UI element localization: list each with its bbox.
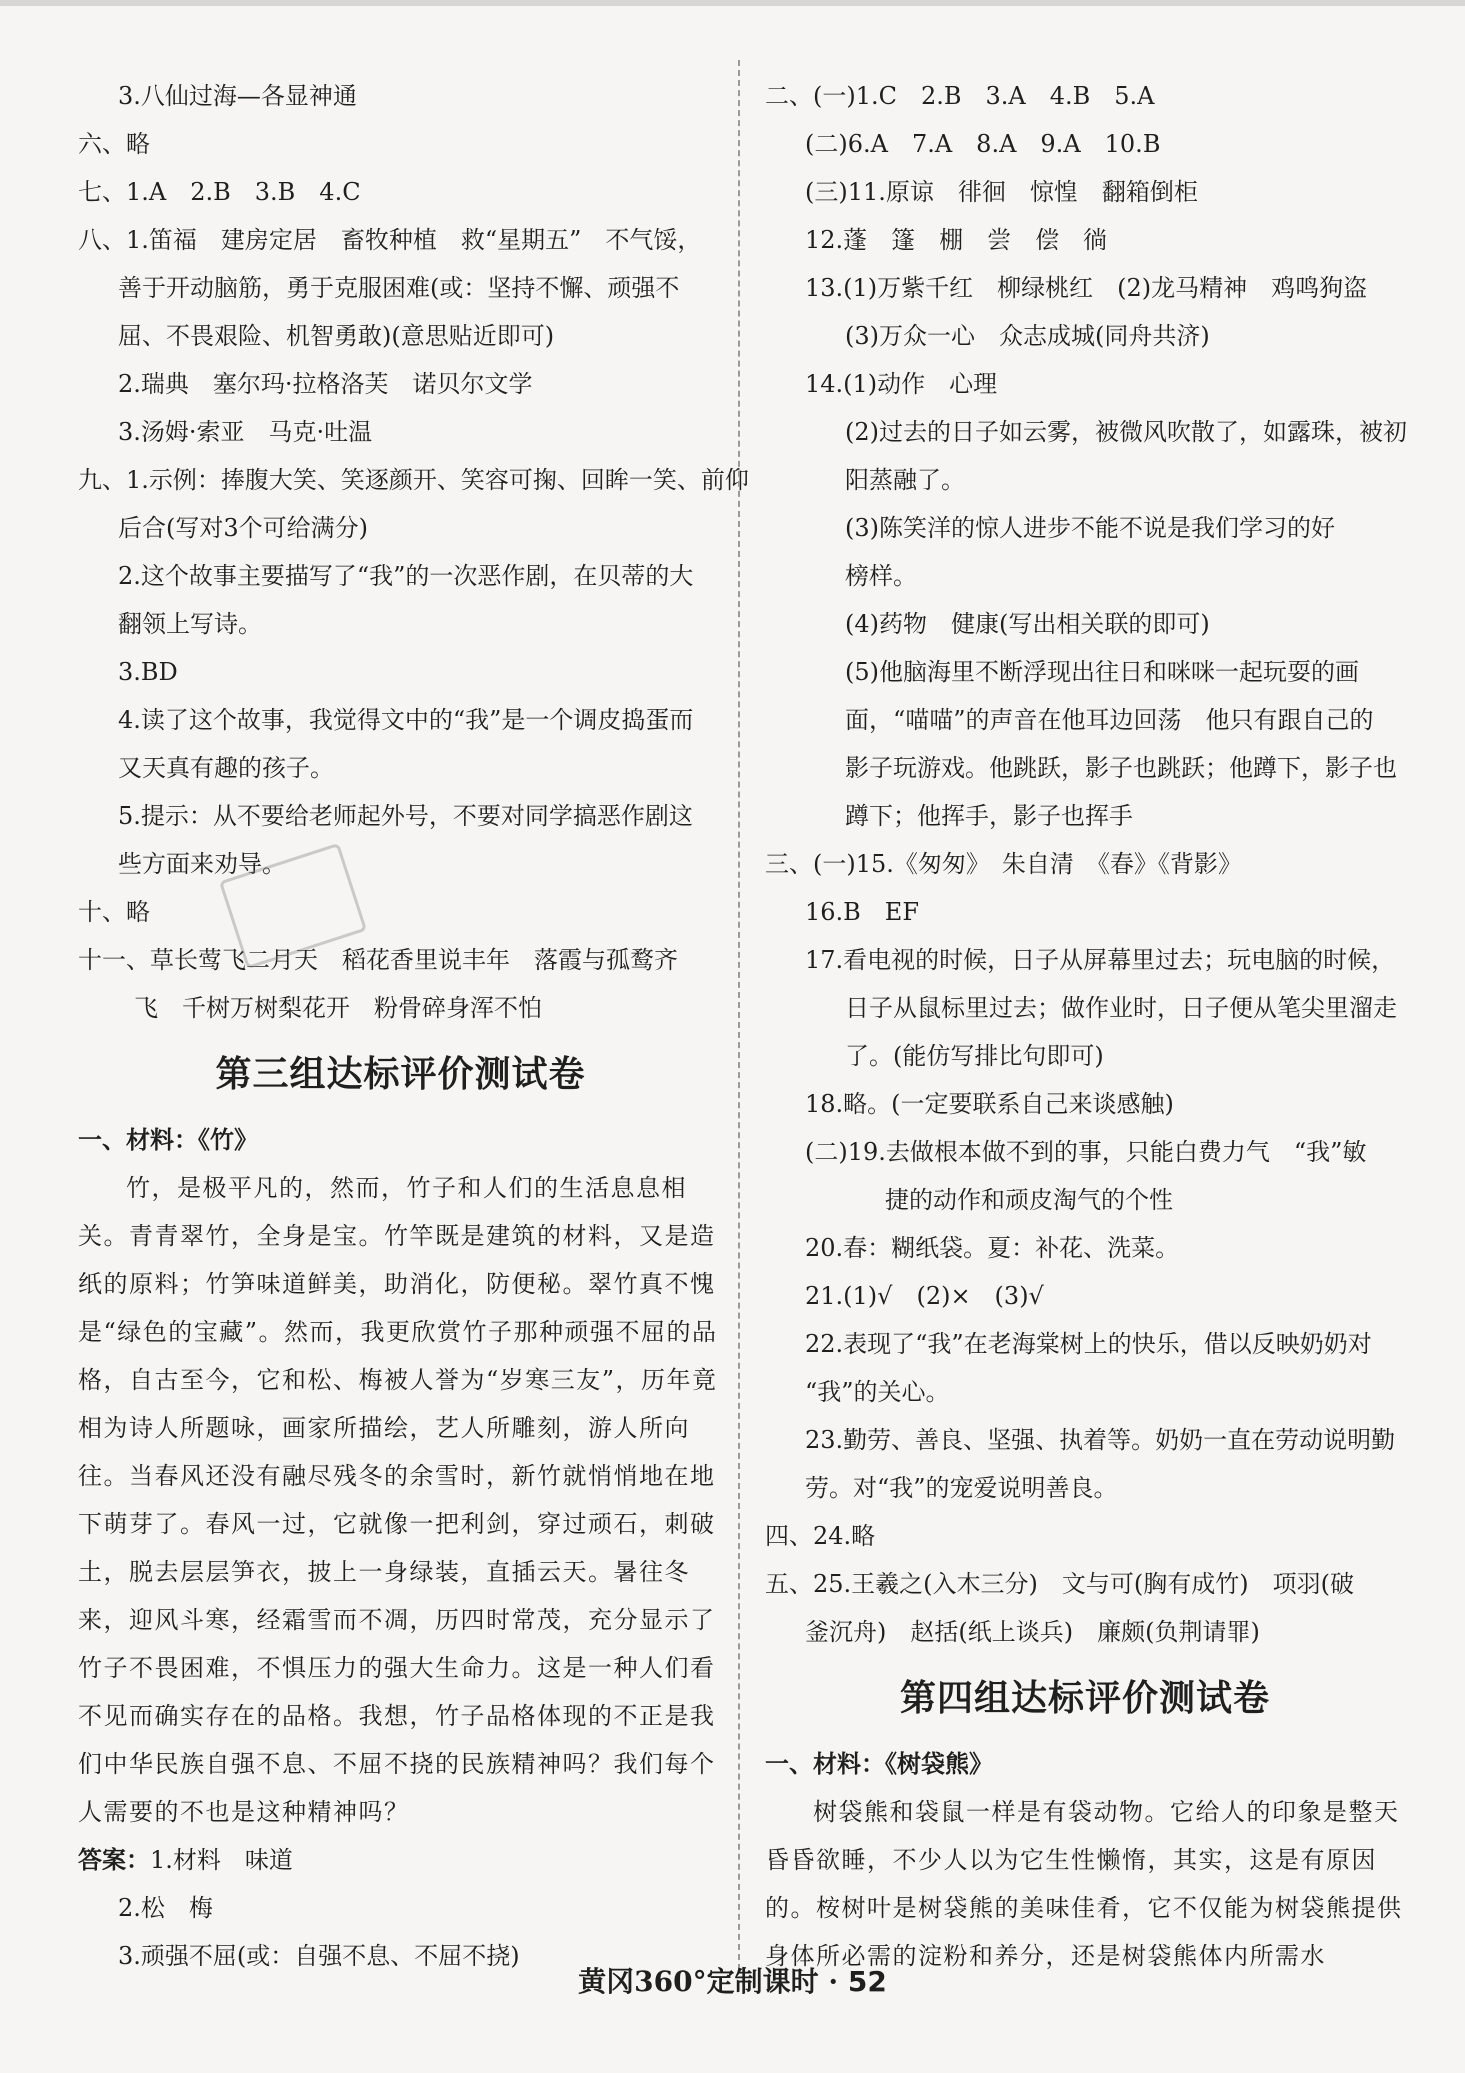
text-line: (5)他脑海里不断浮现出往日和咪咪一起玩耍的画 [845,658,1359,686]
answer-label: 答案： [78,1845,150,1874]
text-line: 3.BD [118,658,178,686]
page-number: 52 [847,1965,887,1998]
text-line: 3.八仙过海—各显神通 [118,82,357,110]
text-line: 六、略 [78,130,150,158]
text-line: 又天真有趣的孩子。 [118,754,334,782]
text-line: (2)过去的日子如云雾，被微风吹散了，如露珠，被初 [845,418,1407,446]
answer-line: 3.顽强不屈(或：自强不息、不屈不挠) [118,1942,520,1970]
section-heading-group4: 第四组达标评价测试卷 [899,1678,1270,1719]
text-line: 14.(1)动作 心理 [805,370,998,398]
section-heading-group3: 第三组达标评价测试卷 [215,1054,586,1095]
text-line: 三、(一)15.《匆匆》 朱自清 《春》《背影》 [765,850,1242,878]
text-line: 五、25.王羲之(入木三分) 文与可(胸有成竹) 项羽(破 [765,1570,1354,1598]
text-line: 阳蒸融了。 [845,466,965,494]
text-line: 翻领上写诗。 [118,610,262,638]
text-line: 七、1.A 2.B 3.B 4.C [78,178,361,206]
top-edge [0,0,1465,6]
right-column [765,72,1405,1980]
text-line: 23.勤劳、善良、坚强、执着等。奶奶一直在劳动说明勤 [805,1426,1396,1454]
text-line: 榜样。 [845,562,917,590]
footer-brand: 黄冈360°定制课时 [578,1965,819,1998]
text-line: 善于开动脑筋，勇于克服困难(或：坚持不懈、顽强不 [118,274,680,302]
text-line: 21.(1)√ (2)× (3)√ [805,1282,1044,1310]
answer-line: 2.松 梅 [118,1894,213,1922]
text-line: 蹲下；他挥手，影子也挥手 [845,802,1133,830]
text-line: 13.(1)万紫千红 柳绿桃红 (2)龙马精神 鸡鸣狗盗 [805,274,1368,302]
text-line: 5.提示：从不要给老师起外号，不要对同学搞恶作剧这 [118,802,693,830]
text-line: 22.表现了“我”在老海棠树上的快乐，借以反映奶奶对 [805,1330,1372,1358]
text-line: 飞 千树万树梨花开 粉骨碎身浑不怕 [134,994,542,1022]
answer-line: 1.材料 味道 [150,1846,293,1874]
material-label: 一、材料：《树袋熊》 [765,1749,993,1778]
text-line: 劳。对“我”的宠爱说明善良。 [805,1474,1118,1502]
text-line: 2.瑞典 塞尔玛·拉格洛芙 诺贝尔文学 [118,370,533,398]
text-line: 18.略。(一定要联系自己来谈感触) [805,1090,1174,1118]
page-footer: 黄冈360°定制课时 · 52 [578,1965,887,1998]
text-line: 十一、草长莺飞二月天 稻花香里说丰年 落霞与孤鹜齐 [78,946,678,974]
text-line: 了。(能仿写排比句即可) [845,1042,1104,1070]
text-line: 屈、不畏艰险、机智勇敢)(意思贴近即可) [118,322,555,350]
material-text-bamboo: 竹，是极平凡的，然而，竹子和人们的生活息息相关。青青翠竹，全身是宝。竹竿既是建筑的材料，又是造纸的原料；竹笋味道鲜美，助消化，防便秘。翠竹真不愧是“绿色的宝藏”。然而，我更欣赏竹子那种顽强不屈的品格，自古至今，它和松、梅被人誉为“岁寒三友”，历年竟相为诗人所题咏，画家所描绘，艺人所雕刻，游人所向往。当春风还没有融尽残冬的余雪时，新竹就悄悄地在地下萌芽了。春风一过，它就像一把利剑，穿过顽石，刺破土，脱去层层笋衣，披上一身绿装，直插云天。暑往冬来，迎风斗寒，经霜雪而不凋，历四时常茂，充分显示了竹子不畏困难，不惧压力的强大生命力。这是一种人们看不见而确实存在的品格。我想，竹子品格体现的不正是我们中华民族自强不息、不屈不挠的民族精神吗？我们每个人需要的不也是这种精神吗？ [78,1174,718,1826]
text-line: 八、1.笛福 建房定居 畜牧种植 救“星期五” 不气馁， [78,226,702,254]
text-line: 16.B EF [805,898,919,926]
text-line: 捷的动作和顽皮淘气的个性 [885,1186,1173,1214]
text-line: 17.看电视的时候，日子从屏幕里过去；玩电脑的时候， [805,946,1396,974]
text-line: “我”的关心。 [805,1378,950,1406]
text-line: 后合(写对3个可给满分) [118,514,368,542]
text-line: 九、1.示例：捧腹大笑、笑逐颜开、笑容可掬、回眸一笑、前仰 [78,466,749,494]
text-line: 二、(一)1.C 2.B 3.A 4.B 5.A [765,82,1155,110]
text-line: 4.读了这个故事，我觉得文中的“我”是一个调皮捣蛋而 [118,706,694,734]
text-line: (4)药物 健康(写出相关联的即可) [845,610,1210,638]
text-line: 十、略 [78,898,150,926]
text-line: 影子玩游戏。他跳跃，影子也跳跃；他蹲下，影子也 [845,754,1397,782]
material-text-koala: 树袋熊和袋鼠一样是有袋动物。它给人的印象是整天昏昏欲睡，不少人以为它生性懒惰，其实，这是有原因的。桉树叶是树袋熊的美味佳肴，它不仅能为树袋熊提供身体所必需的淀粉和养分，还是树袋熊体内所需水 [765,1798,1403,1970]
text-line: 四、24.略 [765,1522,876,1550]
text-line: (二)6.A 7.A 8.A 9.A 10.B [805,130,1161,158]
text-line: 些方面来劝导。 [118,850,286,878]
text-line: 2.这个故事主要描写了“我”的一次恶作剧，在贝蒂的大 [118,562,694,590]
text-line: (三)11.原谅 徘徊 惊惶 翻箱倒柜 [805,178,1198,206]
text-line: (3)陈笑洋的惊人进步不能不说是我们学习的好 [845,514,1335,542]
text-line: 釜沉舟) 赵括(纸上谈兵) 廉颇(负荆请罪) [805,1618,1260,1646]
column-divider [738,60,740,1970]
text-line: (二)19.去做根本做不到的事，只能白费力气 “我”敏 [805,1138,1367,1166]
text-line: (3)万众一心 众志成城(同舟共济) [845,322,1210,350]
text-line: 面，“喵喵”的声音在他耳边回荡 他只有跟自己的 [845,706,1374,734]
text-line: 20.春：糊纸袋。夏：补花、洗菜。 [805,1234,1180,1262]
text-line: 12.蓬 篷 棚 尝 偿 徜 [805,226,1108,254]
text-line: 3.汤姆·索亚 马克·吐温 [118,418,373,446]
text-line: 日子从鼠标里过去；做作业时，日子便从笔尖里溜走 [845,994,1397,1022]
left-column [78,72,749,1980]
material-label: 一、材料：《竹》 [78,1125,258,1154]
